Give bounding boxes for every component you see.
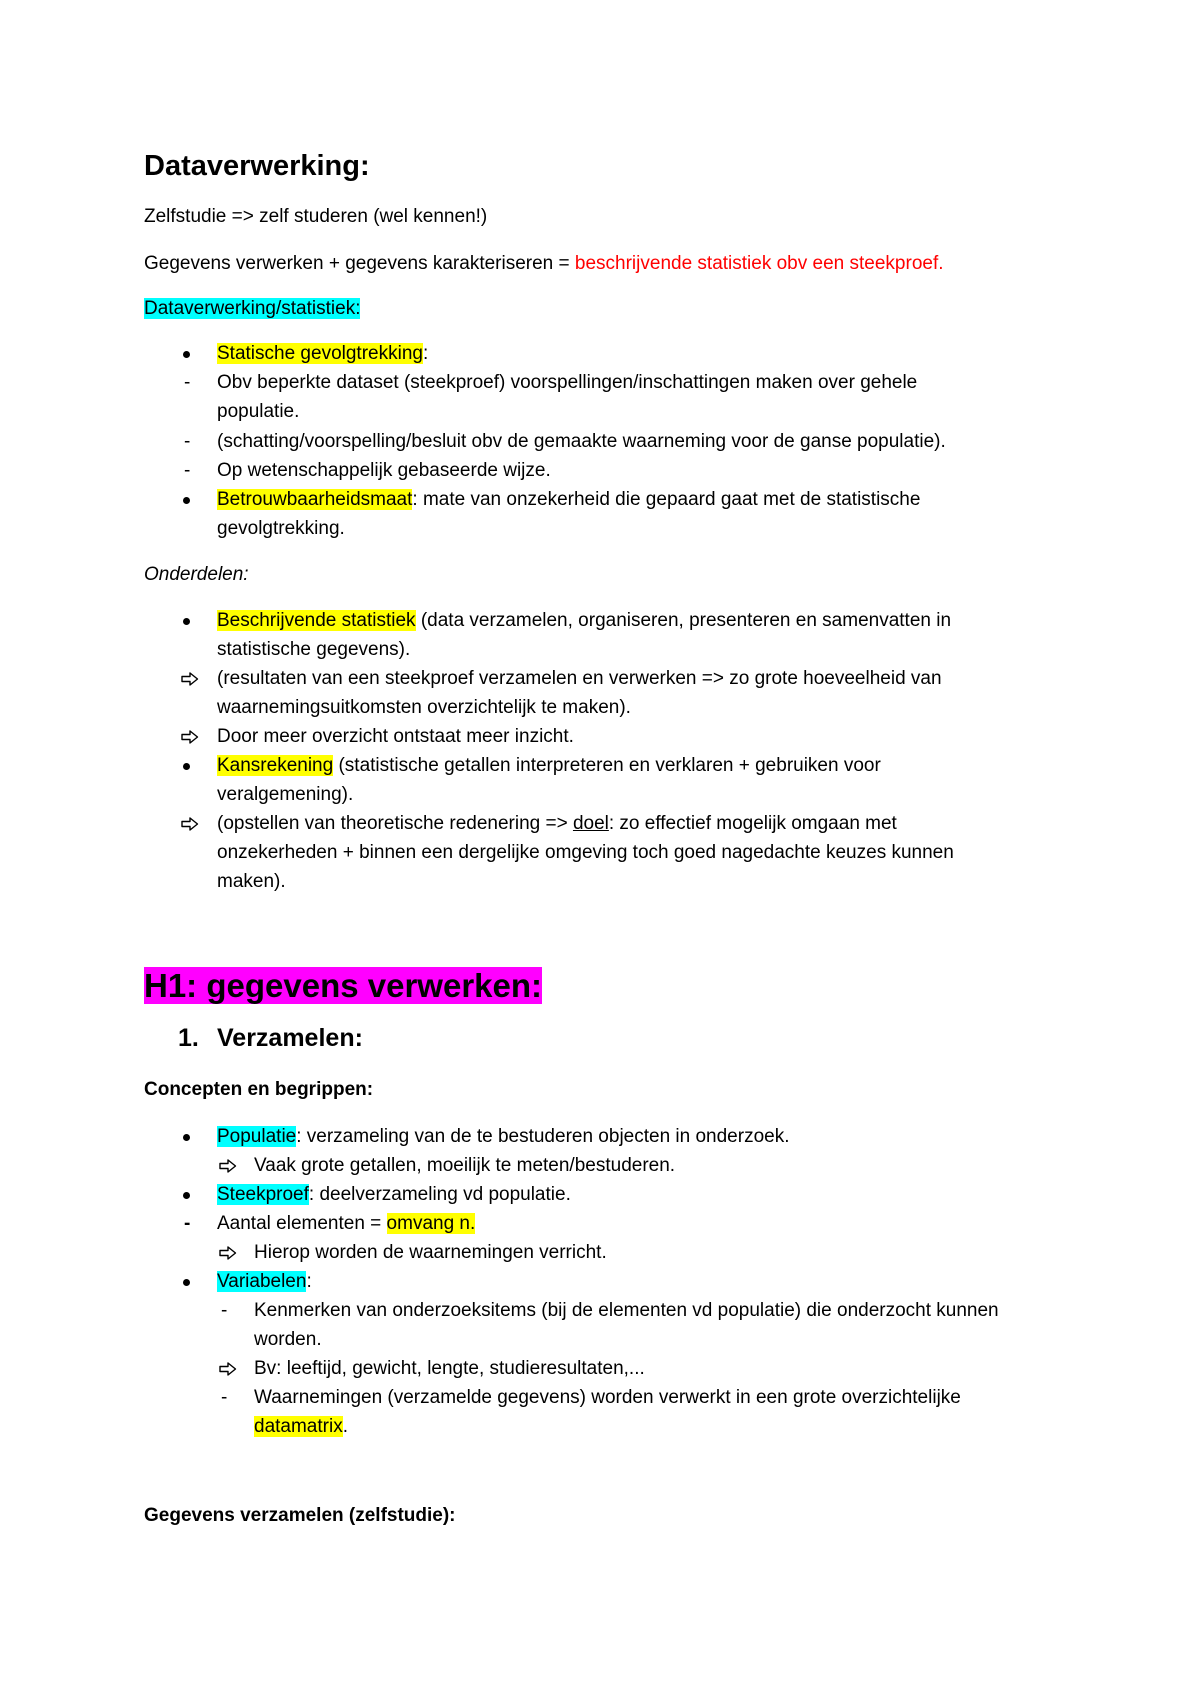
hollow-arrow-icon [219,1246,237,1260]
dash-icon: - [184,1213,191,1234]
arrow-item-3-pre: (opstellen van theoretische redenering => [217,813,573,834]
hollow-arrow-icon [181,817,199,831]
page-title: Dataverwerking: [144,150,370,182]
aantal-elementen-text: Aantal elementen = [217,1213,387,1234]
arrow-voorbeelden: Bv: leeftijd, gewicht, lengte, studieresultaten,... [254,1358,645,1379]
subheading-number: 1. [178,1024,199,1052]
term-statische-gevolgtrekking: Statische gevolgtrekking [217,343,423,364]
subheading-verzamelen: Verzamelen: [217,1024,363,1052]
arrow-item-3 [217,811,897,837]
term-beschrijvende-statistiek: Beschrijvende statistiek [217,610,416,631]
dash-kenmerken: Kenmerken van onderzoeksitems (bij de elementen vd populatie) die onderzocht kunnen [254,1300,999,1321]
arrow-waarnemingen: Hierop worden de waarnemingen verricht. [254,1242,607,1263]
bullet-dot-icon [183,763,190,770]
datamatrix-period: . [342,1416,348,1437]
dash-waarnemingen-cont [254,1414,348,1440]
dash-icon: - [184,431,191,452]
variabelen-colon: : [306,1271,312,1292]
arrow-item-3-cont-1: onzekerheden + binnen een dergelijke omgeving toch goed nagedachte keuzes kunnen [217,842,954,863]
term-variabelen: Variabelen [217,1271,307,1292]
dash-waarnemingen: Waarnemingen (verzamelde gegevens) worden verwerkt in een grote overzichtelijke [254,1387,961,1408]
bullet-betrouwbaarheidsmaat [217,487,920,513]
term-doel: doel [572,813,609,834]
chapter-heading [144,966,542,1006]
steekproef-text: : deelverzameling vd populatie. [308,1184,571,1205]
hollow-arrow-icon [181,672,199,686]
section-heading-statistiek [144,296,360,322]
bullet-kansrekening-cont: veralgemening). [217,784,354,805]
bullet-steekproef [217,1182,571,1208]
arrow-item-2: Door meer overzicht ontstaat meer inzicht. [217,726,574,747]
arrow-item-1-cont: waarnemingsuitkomsten overzichtelijk te maken). [217,697,631,718]
dash-item-3: Op wetenschappelijk gebaseerde wijze. [217,460,551,481]
dash-icon: - [184,372,191,393]
arrow-item-1: (resultaten van een steekproef verzamelen en verwerken => zo grote hoeveelheid van [217,668,942,689]
bullet-variabelen [217,1269,312,1295]
bullet-dot-icon [183,1134,190,1141]
populatie-text: : verzameling van de te bestuderen objecten in onderzoek. [296,1126,790,1147]
intro-line-2 [144,251,944,277]
term-kansrekening: Kansrekening [217,755,334,776]
arrow-populatie: Vaak grote getallen, moeilijk te meten/bestuderen. [254,1155,676,1176]
bullet-kansrekening [217,753,881,779]
bullet-dot-icon [183,497,190,504]
dash-icon: - [221,1387,228,1408]
section-heading-statistiek-text: Dataverwerking/statistiek: [144,298,361,319]
dash-aantal-elementen [217,1211,475,1237]
term-betrouwbaarheidsmaat: Betrouwbaarheidsmaat [217,489,413,510]
collect-heading: Gegevens verzamelen (zelfstudie): [144,1505,456,1526]
intro-line-2-text: Gegevens verwerken + gegevens karakteriseren = [144,253,575,274]
bullet-dot-icon [183,351,190,358]
dash-icon: - [221,1300,228,1321]
dash-icon: - [184,460,191,481]
concepts-heading: Concepten en begrippen: [144,1079,374,1100]
term-colon: : [422,343,429,364]
onderdelen-heading: Onderdelen: [144,564,249,585]
hollow-arrow-icon [219,1159,237,1173]
dash-item-2: (schatting/voorspelling/besluit obv de gemaakte waarneming voor de ganse populatie). [217,431,946,452]
betrouwbaarheidsmaat-text: : mate van onzekerheid die gepaard gaat met de statistische [412,489,921,510]
term-datamatrix: datamatrix [254,1416,343,1437]
dash-item-1: Obv beperkte dataset (steekproef) voorspellingen/inschattingen maken over gehele [217,372,918,393]
bullet-dot-icon [183,618,190,625]
bullet-statische-gevolgtrekking [217,341,428,367]
dash-item-1-cont: populatie. [217,401,300,422]
hollow-arrow-icon [219,1362,237,1376]
term-omvang: omvang n. [386,1213,476,1234]
intro-line-1: Zelfstudie => zelf studeren (wel kennen!) [144,206,488,227]
kansrekening-text: (statistische getallen interpreteren en verklaren + gebruiken voor [333,755,881,776]
dash-kenmerken-cont: worden. [254,1329,322,1350]
arrow-item-3-cont-2: maken). [217,871,286,892]
bullet-dot-icon [183,1279,190,1286]
bullet-beschrijvende-statistiek-cont: statistische gegevens). [217,639,411,660]
chapter-heading-text: H1: gegevens verwerken: [144,967,543,1004]
intro-line-2-red-text: beschrijvende statistiek obv een steekproef. [574,253,944,274]
hollow-arrow-icon [181,730,199,744]
arrow-item-3-post: : zo effectief mogelijk omgaan met [608,813,897,834]
bullet-populatie [217,1124,790,1150]
bullet-beschrijvende-statistiek [217,608,951,634]
term-steekproef: Steekproef [217,1184,309,1205]
beschrijvende-statistiek-text: (data verzamelen, organiseren, presenteren en samenvatten in [415,610,952,631]
bullet-betrouwbaarheidsmaat-cont: gevolgtrekking. [217,518,345,539]
bullet-dot-icon [183,1192,190,1199]
term-populatie: Populatie [217,1126,297,1147]
